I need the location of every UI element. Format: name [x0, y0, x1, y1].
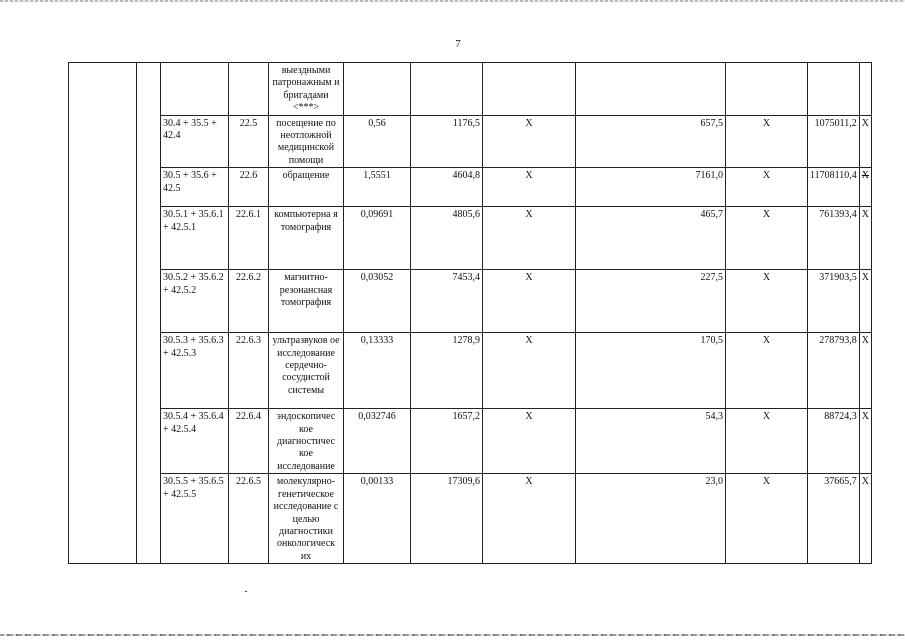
value-cell: X — [726, 409, 808, 474]
value-cell: X — [483, 409, 576, 474]
table-row — [69, 115, 872, 168]
number-cell: 22.6.4 — [229, 409, 269, 474]
blank-cell — [137, 63, 161, 564]
value-cell — [808, 63, 860, 116]
value-cell: 23,0 — [576, 474, 726, 564]
value-cell: 1278,9 — [411, 333, 483, 409]
table-row — [69, 474, 872, 564]
number-cell: 22.6.5 — [229, 474, 269, 564]
value-cell: 0,03052 — [344, 270, 411, 333]
value-cell: X — [859, 207, 871, 270]
value-cell: 17309,6 — [411, 474, 483, 564]
value-cell: X — [483, 270, 576, 333]
value-cell — [344, 63, 411, 116]
value-cell — [726, 63, 808, 116]
code-cell: 30.5.3 + 35.6.3 + 42.5.3 — [161, 333, 229, 409]
value-cell: 7161,0 — [576, 168, 726, 207]
name-cell: ультразвуков ое исследование сердечно-сосудистой системы — [269, 333, 344, 409]
value-cell: 657,5 — [576, 115, 726, 168]
value-cell: X — [483, 333, 576, 409]
value-cell: 170,5 — [576, 333, 726, 409]
value-cell: 0,56 — [344, 115, 411, 168]
value-cell: 4805,6 — [411, 207, 483, 270]
number-cell: 22.5 — [229, 115, 269, 168]
table-row — [69, 63, 872, 116]
name-cell: обращение — [269, 168, 344, 207]
value-cell: 1657,2 — [411, 409, 483, 474]
value-cell: 1,5551 — [344, 168, 411, 207]
value-cell — [411, 63, 483, 116]
value-cell: 1176,5 — [411, 115, 483, 168]
scan-top-edge — [0, 0, 905, 2]
code-cell: 30.4 + 35.5 + 42.4 — [161, 115, 229, 168]
value-cell: 88724,3 — [808, 409, 860, 474]
value-cell: X — [726, 333, 808, 409]
number-cell: 22.6.2 — [229, 270, 269, 333]
table-row — [69, 270, 872, 333]
value-cell: X — [483, 474, 576, 564]
scan-bottom-edge — [0, 634, 905, 636]
value-cell: 7453,4 — [411, 270, 483, 333]
tariff-table — [68, 62, 872, 564]
value-cell: X — [483, 115, 576, 168]
value-cell: X — [859, 474, 871, 564]
value-cell: X — [726, 270, 808, 333]
value-cell: X — [859, 270, 871, 333]
table-row — [69, 333, 872, 409]
value-cell: 54,3 — [576, 409, 726, 474]
value-cell: X — [859, 115, 871, 168]
value-cell: 227,5 — [576, 270, 726, 333]
code-cell: 30.5.2 + 35.6.2 + 42.5.2 — [161, 270, 229, 333]
value-cell: 761393,4 — [808, 207, 860, 270]
scan-speck — [245, 591, 247, 592]
value-cell: 37665,7 — [808, 474, 860, 564]
value-cell: X — [859, 409, 871, 474]
value-cell: X — [726, 207, 808, 270]
code-cell: 30.5.5 + 35.6.5 + 42.5.5 — [161, 474, 229, 564]
value-cell: X — [726, 474, 808, 564]
table-row — [69, 207, 872, 270]
value-cell: 0,13333 — [344, 333, 411, 409]
blank-cell — [69, 63, 137, 564]
value-cell: 11708110,4 — [808, 168, 860, 207]
name-cell: молекулярно-генетическое исследование с целью диагностики онкологическ их — [269, 474, 344, 564]
name-cell: компьютерна я томография — [269, 207, 344, 270]
code-cell — [161, 63, 229, 116]
code-cell: 30.5 + 35.6 + 42.5 — [161, 168, 229, 207]
name-cell: эндоскопичес кое диагностичес кое исследование — [269, 409, 344, 474]
value-cell: X — [726, 115, 808, 168]
value-cell — [483, 63, 576, 116]
number-cell — [229, 63, 269, 116]
name-cell: посещение по неотложной медицинской помощи — [269, 115, 344, 168]
value-cell: 0,09691 — [344, 207, 411, 270]
number-cell: 22.6 — [229, 168, 269, 207]
value-cell: 0,032746 — [344, 409, 411, 474]
value-cell — [859, 63, 871, 116]
value-cell: X — [483, 168, 576, 207]
value-cell: X — [483, 207, 576, 270]
value-cell — [576, 63, 726, 116]
value-cell: 371903,5 — [808, 270, 860, 333]
value-cell: X — [859, 333, 871, 409]
value-cell: 1075011,2 — [808, 115, 860, 168]
value-cell: X — [726, 168, 808, 207]
value-cell: 0,00133 — [344, 474, 411, 564]
value-cell: X — [859, 168, 871, 207]
number-cell: 22.6.3 — [229, 333, 269, 409]
code-cell: 30.5.1 + 35.6.1 + 42.5.1 — [161, 207, 229, 270]
table-row — [69, 168, 872, 207]
code-cell: 30.5.4 + 35.6.4 + 42.5.4 — [161, 409, 229, 474]
value-cell: 465,7 — [576, 207, 726, 270]
value-cell: 4604,8 — [411, 168, 483, 207]
name-cell: магнитно-резонансная томография — [269, 270, 344, 333]
table-row — [69, 409, 872, 474]
value-cell: 278793,8 — [808, 333, 860, 409]
name-cell: выездными патронажным и бригадами <***> — [269, 63, 344, 116]
number-cell: 22.6.1 — [229, 207, 269, 270]
page-number: 7 — [455, 38, 461, 50]
